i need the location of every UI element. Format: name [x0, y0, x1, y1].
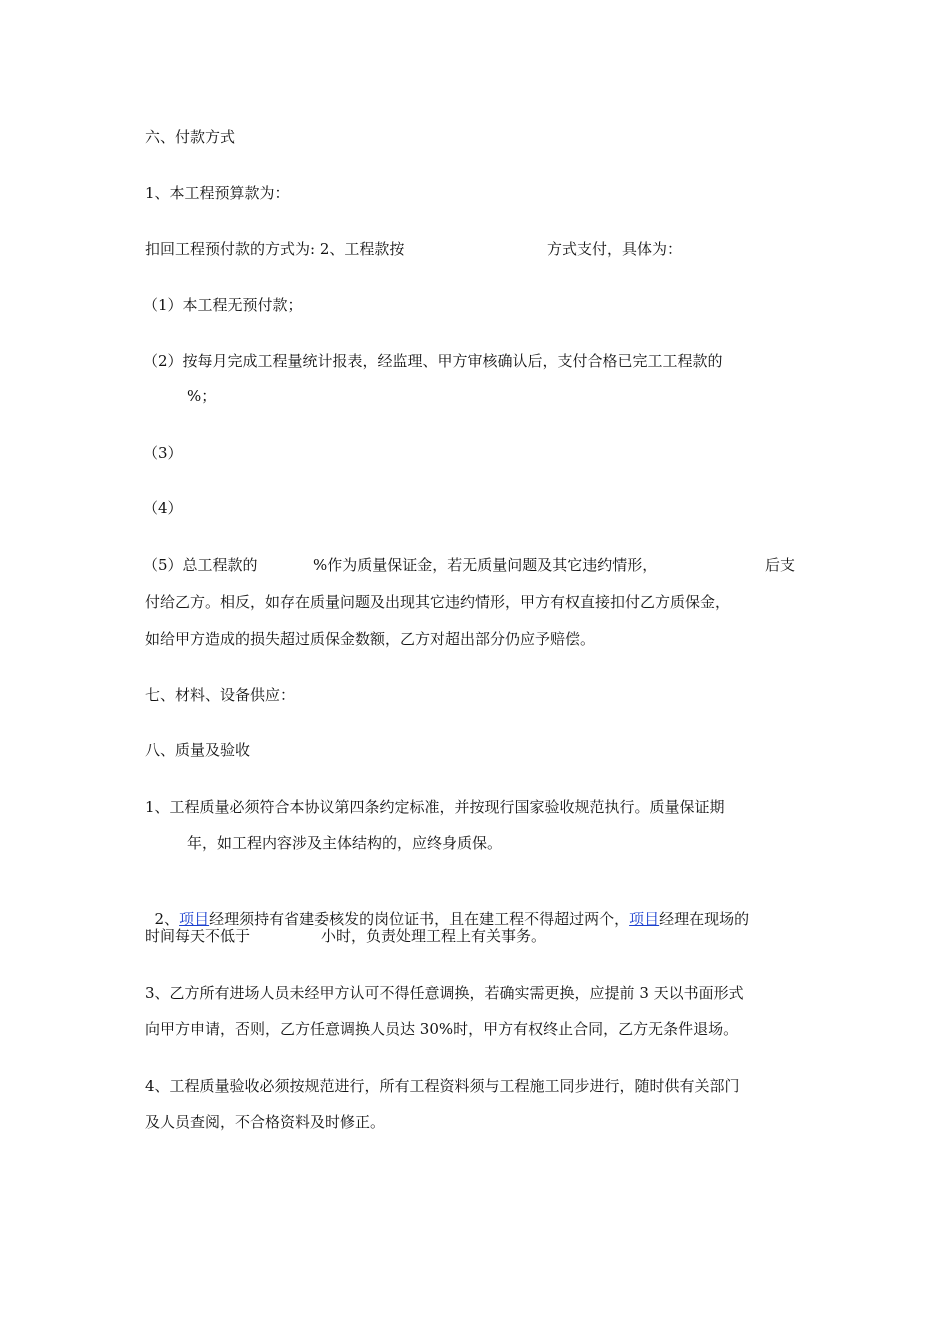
quality-item-4-line1: 4、工程质量验收必须按规范进行，所有工程资料须与工程施工同步进行，随时供有关部门 [145, 1077, 740, 1095]
quality-item-1-line2: 年，如工程内容涉及主体结构的，应终身质保。 [187, 834, 503, 852]
payment-item-5-line2: 付给乙方。相反，如存在质量问题及出现其它违约情形，甲方有权直接扣付乙方质保金， [145, 593, 731, 611]
payment-item-2-line2: %； [187, 387, 217, 405]
quality-item-2-line2-part2: 小时，负责处理工程上有关事务。 [321, 927, 547, 945]
quality-item-4-line2: 及人员查阅，不合格资料及时修正。 [145, 1113, 386, 1131]
payment-item-5-line3: 如给甲方造成的损失超过质保金数额，乙方对超出部分仍应予赔偿。 [145, 630, 596, 648]
payment-method-part1: 扣回工程预付款的方式为: 2、工程款按 [145, 240, 405, 258]
payment-item-5-part2: %作为质量保证金，若无质量问题及其它违约情形， [313, 556, 658, 574]
quality-item-2-prefix: 2、 [154, 910, 180, 928]
quality-item-2-suffix: 经理在现场的 [659, 910, 750, 928]
payment-method-part2: 方式支付，具体为： [547, 240, 683, 258]
quality-item-1-line1: 1、工程质量必须符合本协议第四条约定标准，并按现行国家验收规范执行。质量保证期 [145, 798, 725, 816]
payment-item-5-part1: （5）总工程款的 [143, 556, 258, 574]
budget-line: 1、本工程预算款为： [145, 184, 290, 202]
project-link-1[interactable]: 项目 [179, 910, 210, 928]
materials-heading: 七、材料、设备供应： [145, 686, 296, 704]
quality-item-2-mid: 经理须持有省建委核发的岗位证书，且在建工程不得超过两个， [209, 910, 630, 928]
project-link-2[interactable]: 项目 [629, 910, 660, 928]
payment-item-2-line1: （2）按每月完成工程量统计报表，经监理、甲方审核确认后，支付合格已完工工程款的 [143, 352, 723, 370]
quality-item-2-line2-part1: 时间每天不低于 [145, 927, 251, 945]
payment-item-4: （4） [143, 499, 183, 517]
quality-item-3-line2: 向甲方申请，否则，乙方任意调换人员达 30%时，甲方有权终止合同，乙方无条件退场。 [145, 1020, 739, 1038]
quality-item-2-line1 [145, 889, 749, 929]
quality-item-3-line1: 3、乙方所有进场人员未经甲方认可不得任意调换，若确实需更换，应提前 3 天以书面形式 [145, 984, 744, 1002]
payment-heading: 六、付款方式 [145, 128, 236, 146]
payment-item-3: （3） [143, 444, 183, 462]
quality-heading: 八、质量及验收 [145, 741, 251, 759]
payment-item-1: （1）本工程无预付款； [143, 296, 303, 314]
payment-item-5-part3: 后支 [765, 556, 796, 574]
